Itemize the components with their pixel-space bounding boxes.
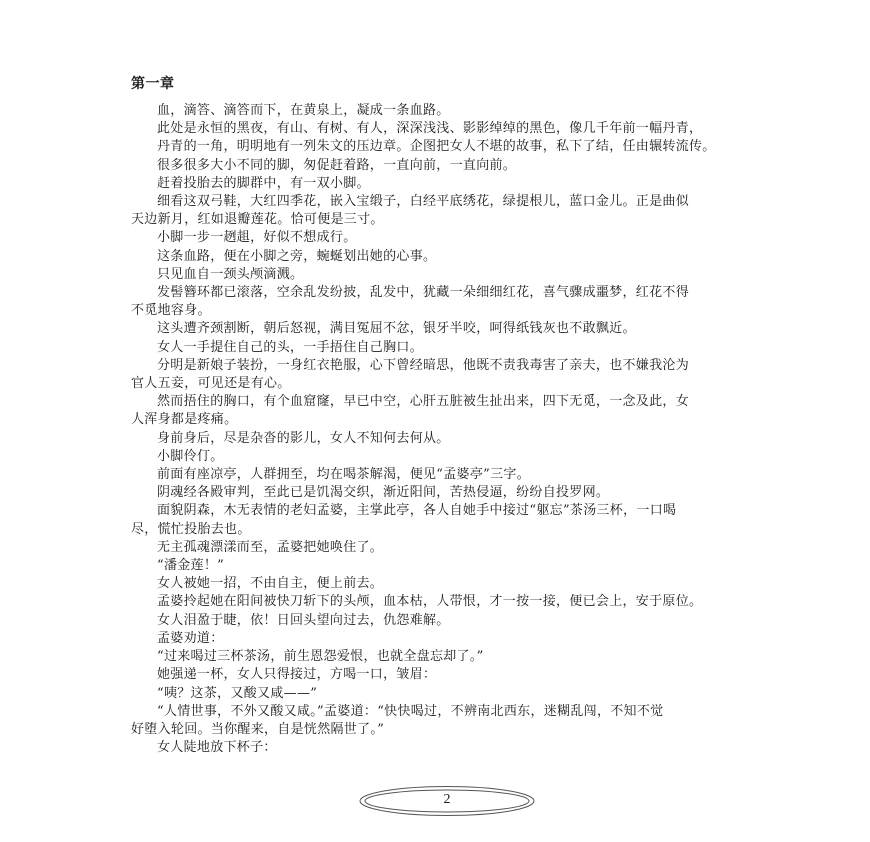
paragraph-line: 女人陡地放下杯子： <box>157 740 277 756</box>
page-number: 2 <box>443 792 451 807</box>
paragraph-line: 丹青的一角，明明地有一列朱文的压边章。企图把女人不堪的故事，私下了结，任由辗转流传。 <box>157 139 716 155</box>
paragraph-line: 然而捂住的胸口，有个血窟窿，早已中空，心肝五脏被生扯出来，四下无觅，一念及此，女 <box>157 394 690 410</box>
paragraph-line: 身前身后，尽是杂沓的影儿，女人不知何去何从。 <box>157 430 450 446</box>
paragraph-line: 面貌阴森，木无表情的老妇孟婆，主掌此亭，各人自她手中接过“躯忘”茶汤三杯，一口喝 <box>157 503 677 519</box>
paragraph-line: 细看这双弓鞋，大红四季花，嵌入宝缎子，白经平底绣花，绿提根儿，蓝口金儿。正是曲似 <box>157 194 690 210</box>
paragraph-line: 尽，慌忙投胎去也。 <box>131 521 251 537</box>
paragraph-line: 分明是新娘子装扮，一身红衣艳服，心下曾经暗思，他既不责我毒害了亲夫，也不嫌我沦为 <box>157 357 690 373</box>
paragraph-line: 天边新月，红如退瓣莲花。恰可便是三寸。 <box>131 212 384 228</box>
chapter-title: 第一章 <box>131 76 175 92</box>
paragraph-line: “过来喝过三杯茶汤，前生恩怨爱恨，也就全盘忘却了。” <box>157 649 484 665</box>
paragraph-line: “人情世事，不外又酸又咸。”孟婆道：“快快喝过，不辨南北西东，迷糊乱闯，不知不觉 <box>157 703 664 719</box>
paragraph-line: 小脚一步一趔趄，好似不想成行。 <box>157 230 357 246</box>
paragraph-line: 这头遭齐颈割断，朝后怒视，满目冤屈不忿，银牙半咬，呵得纸钱灰也不敢飘近。 <box>157 321 636 337</box>
paragraph-line: 赶着投胎去的脚群中，有一双小脚。 <box>157 175 370 191</box>
paragraph-line: 很多很多大小不同的脚，匆促赶着路，一直向前，一直向前。 <box>157 157 517 173</box>
paragraph-line: 不觅地容身。 <box>131 303 211 319</box>
body-text <box>131 102 741 757</box>
paragraph-line: 前面有座凉亭，人群拥至，均在喝茶解渴，便见“孟婆亭”三字。 <box>157 467 530 483</box>
paragraph-line: 好堕入轮回。当你醒来，自是恍然隔世了。” <box>131 721 385 737</box>
paragraph-line: 女人一手提住自己的头，一手捂住自己胸口。 <box>157 339 424 355</box>
paragraph-line: 小脚伶仃。 <box>157 448 224 464</box>
paragraph-line: 只见血自一颈头颅滴溅。 <box>157 266 304 282</box>
paragraph-line: “潘金莲！” <box>157 558 225 574</box>
paragraph-line: 官人五妾，可见还是有心。 <box>131 376 291 392</box>
paragraph-line: 血，滴答、滴答而下，在黄泉上，凝成一条血路。 <box>157 103 450 118</box>
page-footer <box>358 785 536 817</box>
paragraph-line: 此处是永恒的黑夜，有山、有树、有人，深深浅浅、影影绰绰的黑色，像几千年前一幅丹青， <box>157 121 703 137</box>
paragraph-line: “咦？这茶，又酸又咸——” <box>157 685 318 701</box>
paragraph-line: 人浑身都是疼痛。 <box>131 412 238 428</box>
paragraph-line: 女人被她一招，不由自主，便上前去。 <box>157 576 384 592</box>
paragraph-line: 这条血路，便在小脚之旁，蜿蜒划出她的心事。 <box>157 248 437 264</box>
paragraph-line: 孟婆拎起她在阳间被快刀斩下的头颅，血本枯，人带恨，才一按一接，便已会上，安于原位。 <box>157 594 703 610</box>
paragraph-line: 阴魂经各殿审判，至此已是饥渴交织，渐近阳间，苦热侵逼，纷纷自投罗网。 <box>157 485 610 501</box>
paragraph-line: 她强递一杯，女人只得接过，方喝一口，皱眉： <box>157 667 437 683</box>
paragraph-line: 孟婆劝道： <box>157 630 224 646</box>
paragraph-line: 女人泪盈于睫，依！日回头望向过去，仇怨难解。 <box>157 612 450 628</box>
paragraph-line: 发髻簪环都已滚落，空余乱发纷披，乱发中，犹藏一朵细细红花，喜气骤成噩梦，红花不得 <box>157 285 690 301</box>
paragraph-line: 无主孤魂漂漾而至，孟婆把她唤住了。 <box>157 539 384 555</box>
